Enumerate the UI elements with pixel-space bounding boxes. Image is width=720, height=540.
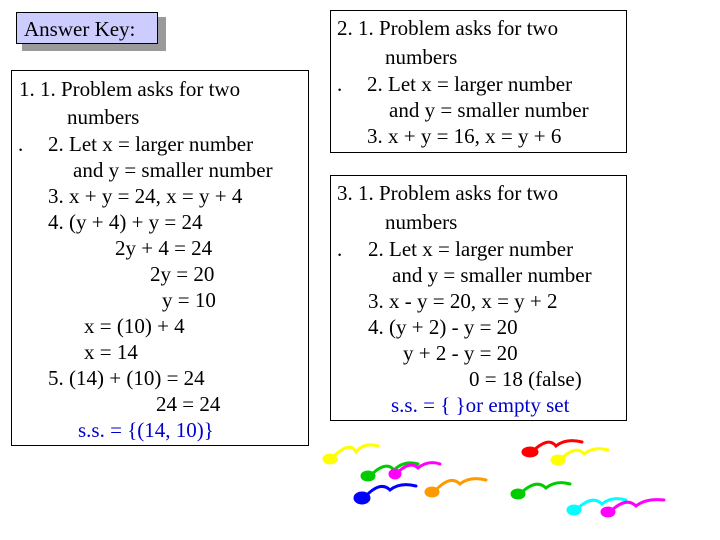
problem-1-dot: . — [18, 132, 24, 156]
problem-2-line-3: 2. Let x = larger number — [367, 72, 573, 96]
music-note-icon — [355, 485, 416, 503]
problem-1-line-6: 4. (y + 4) + y = 24 — [48, 210, 203, 234]
problem-3-line-7: y + 2 - y = 20 — [403, 341, 518, 365]
music-note-icon — [602, 500, 664, 516]
problem-1-line-1: 1. 1. Problem asks for two — [19, 77, 241, 101]
problem-2-line-5: 3. x + y = 16, x = y + 6 — [367, 124, 562, 148]
answer-key-label: Answer Key: — [16, 12, 158, 44]
problem-1-line-8: 2y = 20 — [150, 262, 215, 286]
music-note-icon — [523, 441, 582, 456]
problem-1-box — [11, 70, 309, 446]
problem-3-line-5: 3. x - y = 20, x = y + 2 — [368, 289, 558, 313]
problem-3-line-8: 0 = 18 (false) — [469, 367, 582, 391]
music-note-icon — [512, 483, 570, 498]
music-note-icon — [324, 445, 378, 463]
music-note-icon — [552, 449, 608, 464]
problem-1-line-9: y = 10 — [162, 288, 216, 312]
problem-3-line-2: numbers — [385, 210, 458, 234]
problem-1-line-2: numbers — [67, 105, 140, 129]
music-note-icon — [426, 479, 486, 496]
problem-3-solution-set: s.s. = { }or empty set — [391, 393, 570, 417]
music-note-icon — [390, 463, 440, 478]
problem-1-line-10: x = (10) + 4 — [84, 314, 185, 338]
problem-1-line-12: 5. (14) + (10) = 24 — [48, 366, 205, 390]
problem-2-line-1: 2. 1. Problem asks for two — [337, 16, 559, 40]
problem-2-box — [330, 10, 627, 153]
problem-1-line-4: and y = smaller number — [73, 158, 273, 182]
problem-3-line-4: and y = smaller number — [392, 263, 592, 287]
music-notes-decoration — [320, 430, 680, 530]
problem-3-line-6: 4. (y + 2) - y = 20 — [368, 315, 518, 339]
problem-2-line-2: numbers — [385, 45, 458, 69]
problem-1-line-11: x = 14 — [84, 340, 138, 364]
problem-1-line-7: 2y + 4 = 24 — [115, 236, 213, 260]
problem-3-box — [330, 175, 627, 421]
problem-1-line-13: 24 = 24 — [156, 392, 221, 416]
problem-1-line-3: 2. Let x = larger number — [48, 132, 254, 156]
problem-3-line-1: 3. 1. Problem asks for two — [337, 181, 559, 205]
problem-2-line-4: and y = smaller number — [389, 98, 589, 122]
problem-2-dot: . — [337, 72, 343, 96]
problem-1-solution-set: s.s. = {(14, 10)} — [78, 418, 214, 442]
problem-1-line-5: 3. x + y = 24, x = y + 4 — [48, 184, 243, 208]
problem-3-line-3: 2. Let x = larger number — [368, 237, 574, 261]
problem-3-dot: . — [337, 237, 343, 261]
